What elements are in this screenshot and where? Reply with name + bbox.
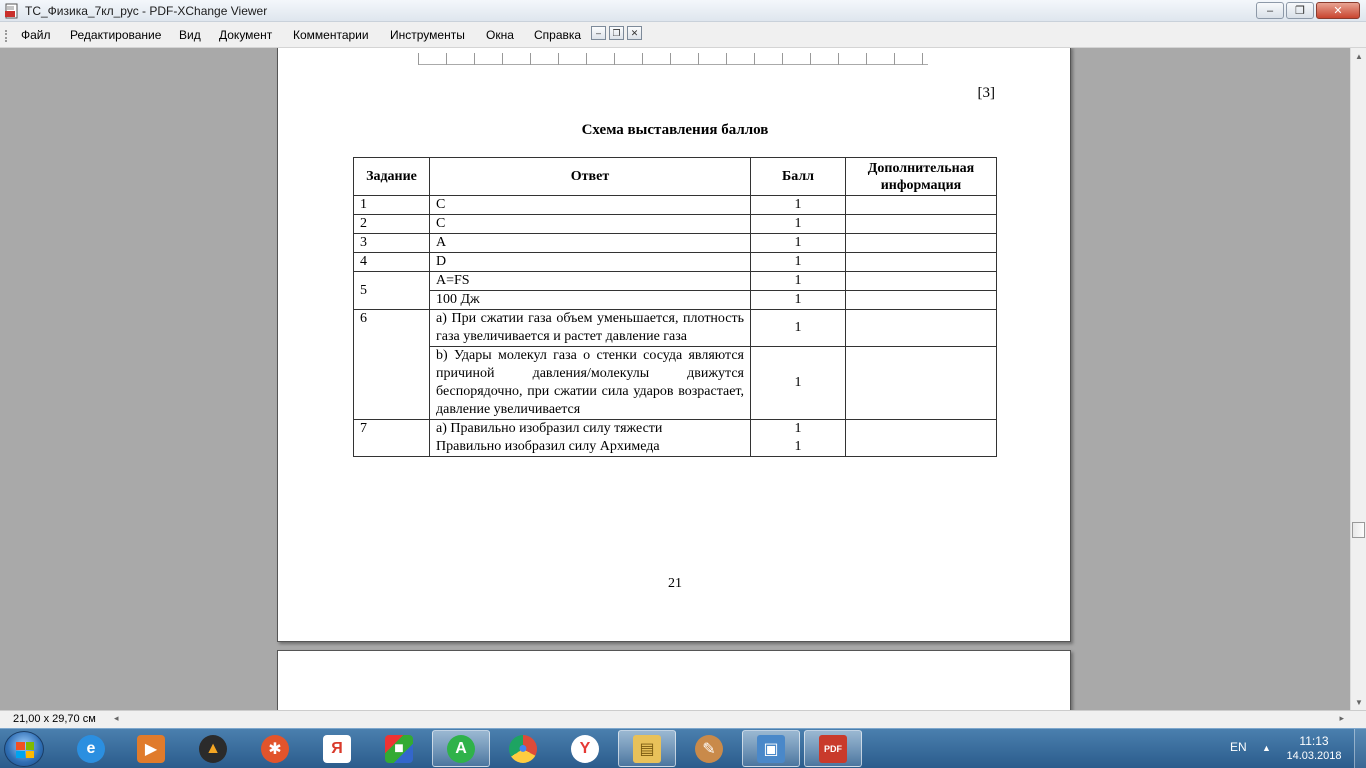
document-view[interactable] [0, 48, 1350, 710]
cell-answer: A=FS [430, 272, 751, 291]
document-minimize-button[interactable]: – [591, 26, 606, 40]
table-row [354, 347, 997, 420]
taskbar-aimp-button[interactable] [184, 730, 242, 767]
menu-edit[interactable]: Редактирование [70, 28, 162, 42]
menu-comments[interactable]: Комментарии [293, 28, 369, 42]
taskbar-yandex-browser-button[interactable] [556, 730, 614, 767]
cell-points: 1 [751, 196, 846, 215]
menu-windows[interactable]: Окна [486, 28, 514, 42]
scroll-up-button[interactable]: ▲ [1355, 51, 1363, 61]
cell-points: 1 [751, 253, 846, 272]
cell-task: 6 [354, 310, 430, 420]
table-row [354, 291, 997, 310]
header-points: Балл [751, 158, 846, 196]
cell-answer-line: Правильно изобразил силу Архимеда [436, 439, 660, 454]
table-row [354, 272, 997, 291]
cell-points-line: 1 [794, 439, 802, 454]
cell-points: 1 [751, 272, 846, 291]
page-size-label: 21,00 x 29,70 см [13, 713, 96, 725]
cell-task: 1 [354, 196, 430, 215]
cell-info [846, 196, 997, 215]
cell-answer: 100 Дж [430, 291, 751, 310]
cell-answer: С [430, 215, 751, 234]
cube-icon: ■ [385, 735, 413, 763]
menu-grip[interactable] [5, 30, 8, 42]
scroll-left-button[interactable]: ◂ [114, 713, 119, 723]
cell-answer: b) Удары молекул газа о стенки сосуда являются причиной давления/молекулы движутся беспорядочно, при сжатии сила ударов возрастает, давление увеличивается [430, 347, 751, 420]
cell-answer [430, 420, 751, 457]
taskbar-cube-button[interactable] [370, 730, 428, 767]
taskbar-explorer-button[interactable] [618, 730, 676, 767]
table-header-row [354, 158, 997, 196]
cell-points [751, 420, 846, 457]
media-player-icon: ▶ [137, 735, 165, 763]
title-bar [0, 0, 1366, 22]
cell-answer: A [430, 234, 751, 253]
menu-document[interactable]: Документ [219, 28, 273, 42]
taskbar-media-player-button[interactable] [122, 730, 180, 767]
document-restore-button[interactable]: ❐ [609, 26, 624, 40]
header-info: Дополнительная информация [846, 158, 997, 196]
scoring-table [353, 157, 997, 457]
folder-icon: ▤ [633, 735, 661, 763]
window-maximize-button[interactable]: ❐ [1286, 2, 1314, 19]
cell-info [846, 420, 997, 457]
menu-view[interactable]: Вид [179, 28, 201, 42]
scroll-down-button[interactable]: ▼ [1355, 697, 1363, 707]
cell-points: 1 [751, 215, 846, 234]
cell-task: 7 [354, 420, 430, 457]
aimp-icon: ▲ [199, 735, 227, 763]
chrome-icon: ● [509, 735, 537, 763]
menu-help[interactable]: Справка [534, 28, 582, 42]
scroll-thumb[interactable] [1352, 522, 1365, 538]
cell-info [846, 234, 997, 253]
document-close-button[interactable]: ✕ [627, 26, 642, 40]
start-button[interactable] [4, 731, 44, 767]
cell-task: 2 [354, 215, 430, 234]
scroll-right-button[interactable]: ▸ [1339, 713, 1344, 723]
pdf-icon: PDF [819, 735, 847, 763]
clock-time: 11:13 [1299, 734, 1329, 748]
clock-date: 14.03.2018 [1286, 750, 1342, 762]
cell-task: 4 [354, 253, 430, 272]
cell-points: 1 [751, 234, 846, 253]
cell-info [846, 272, 997, 291]
menu-bar [0, 22, 1366, 48]
taskbar-pinwheel-button[interactable] [246, 730, 304, 767]
menu-file[interactable]: Файл [21, 28, 51, 42]
paint-icon: ✎ [695, 735, 723, 763]
language-indicator[interactable]: EN [1230, 740, 1247, 754]
taskbar-android-button[interactable] [432, 730, 490, 767]
ie-icon: e [77, 735, 105, 763]
taskbar-pdf-xchange-button[interactable] [804, 730, 862, 767]
score-reference: [3] [977, 85, 995, 101]
cell-task: 5 [354, 272, 430, 310]
table-row [354, 420, 997, 457]
cell-info [846, 215, 997, 234]
pdf-next-page [277, 650, 1071, 710]
taskbar-paint-button[interactable] [680, 730, 738, 767]
yandex-icon: Я [323, 735, 351, 763]
cell-points-line: 1 [794, 421, 802, 436]
menu-tools[interactable]: Инструменты [390, 28, 465, 42]
header-task: Задание [354, 158, 430, 196]
cell-answer: а) При сжатии газа объем уменьшается, плотность газа увеличивается и растет давление газа [430, 310, 751, 347]
photo-icon: ▣ [757, 735, 785, 763]
cell-info [846, 253, 997, 272]
status-bar [0, 710, 1366, 728]
table-row [354, 196, 997, 215]
window-title: ТС_Физика_7кл_рус - PDF-XChange Viewer [25, 4, 268, 18]
table-row [354, 253, 997, 272]
taskbar-chrome-button[interactable] [494, 730, 552, 767]
cell-task: 3 [354, 234, 430, 253]
table-row [354, 215, 997, 234]
pinwheel-icon: ✱ [261, 735, 289, 763]
page-number: 21 [668, 576, 682, 591]
taskbar-yandex-button[interactable] [308, 730, 366, 767]
taskbar [0, 728, 1366, 768]
taskbar-ie-button[interactable] [62, 730, 120, 767]
windows-logo-icon [16, 742, 34, 758]
header-answer: Ответ [430, 158, 751, 196]
scheme-title: Схема выставления баллов [581, 122, 769, 138]
window-minimize-button[interactable]: – [1256, 2, 1284, 19]
cell-info [846, 291, 997, 310]
show-desktop-button[interactable] [1354, 729, 1366, 768]
vertical-scrollbar[interactable] [1350, 48, 1366, 710]
tray-show-hidden-icon[interactable]: ▲ [1262, 743, 1271, 753]
cell-points: 1 [751, 310, 846, 347]
table-row [354, 310, 997, 347]
window-close-button[interactable]: ✕ [1316, 2, 1360, 19]
android-icon: A [447, 735, 475, 763]
cell-info [846, 347, 997, 420]
taskbar-photo-viewer-button[interactable] [742, 730, 800, 767]
cell-answer: D [430, 253, 751, 272]
cell-points: 1 [751, 291, 846, 310]
system-clock[interactable] [1284, 734, 1344, 764]
cell-answer: С [430, 196, 751, 215]
cell-answer-line: а) Правильно изобразил силу тяжести [436, 421, 663, 436]
cell-points: 1 [751, 347, 846, 420]
yandex-browser-icon: Y [571, 735, 599, 763]
cell-info [846, 310, 997, 347]
pdf-xchange-app-icon[interactable] [4, 3, 20, 19]
table-row [354, 234, 997, 253]
page-ruler-graphic [418, 53, 928, 65]
pdf-page [277, 48, 1071, 642]
